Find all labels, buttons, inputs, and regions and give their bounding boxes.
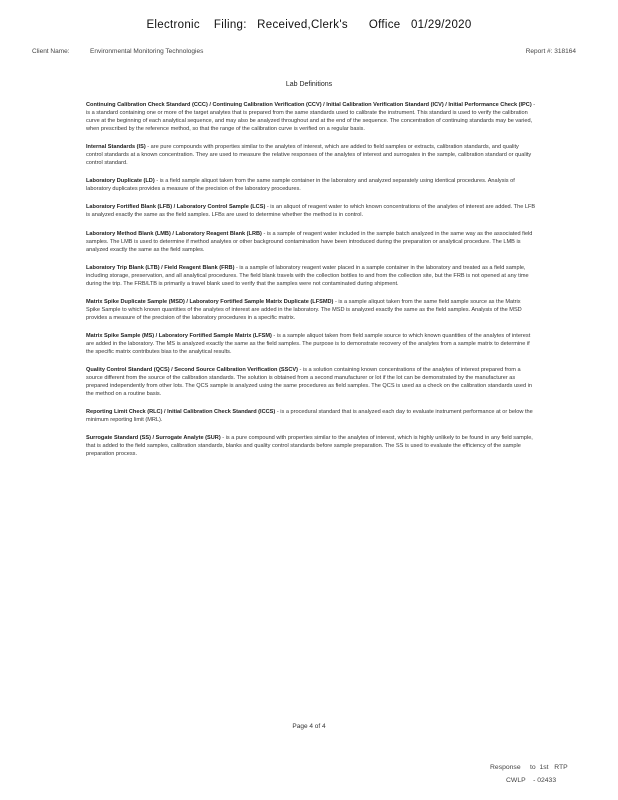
definition-text: - is a solution containing known concentrations of the analytes of interest prepared from a source different from the source of the calibration standards. The solution is obtained from a second manufacturer or lot if the lot can be demonstrated by the manufacturer as prepared independently from other lots. The QCS sample is analyzed using the same procedures as field samples. The QCS is used as a check on the calibration standards used in the method on a routine basis. (86, 367, 532, 398)
definition-lmb (86, 230, 536, 254)
definition-text: - is an aliquot of reagent water to which known concentrations of the analytes of interest are added. The LFB is analyzed exactly the same as the field samples. LFBs are used to determine whether the method is in control. (86, 204, 536, 219)
page-title: Lab Definitions (285, 81, 333, 88)
report-number (526, 48, 576, 55)
definition-term: Matrix Spike Sample (MS) / Laboratory Fortified Sample Matrix (LFSM) (86, 332, 272, 339)
client-name-value: Environmental Monitoring Technologies (90, 48, 204, 55)
definition-term: Laboratory Trip Blank (LTB) / Field Reagent Blank (FRB) (86, 264, 235, 271)
definition-text: - is a sample aliquot taken from field sample source to which known quantities of the analytes of interest are added in the laboratory. The MS is analyzed exactly the same as the field samples. The purpose is to demonstrate recovery of the analytes from a sample matrix to determine if the specific matrix contributes bias to the analytical results. (86, 332, 531, 356)
definition-text: - is a procedural standard that is analyzed each day to evaluate instrument performance at or below the minimum reporting limit (MRL). (86, 409, 533, 424)
definition-term: Continuing Calibration Check Standard (CCC) / Continuing Calibration Verification (CCV) / Initial Calibration Verification Standard (ICV) / Initial Performance Check (IPC) (86, 102, 532, 108)
definition-rlc (86, 408, 536, 424)
definition-ccc (86, 101, 536, 133)
definition-msd (86, 298, 536, 322)
definition-ltb (86, 264, 536, 288)
definition-term: Internal Standards (IS) (86, 144, 146, 151)
report-number-value: 318164 (554, 48, 576, 55)
definitions-list (86, 101, 536, 469)
definition-text: - is a standard containing one or more of the target analytes that is prepared from the same standards used to calibrate the instrument. This standard is used to verify the calibration curve at the beginning of each analytical sequence, and may also be analyzed throughout and at the end of the sequence. The concentration of continuing standards may be varied, when prescribed by the reference method, so that the range of the calibration curve is verified on a regular basis. (86, 102, 536, 133)
definition-term: Matrix Spike Duplicate Sample (MSD) / Laboratory Fortified Sample Matrix Duplicate (LFSMD) (86, 298, 334, 305)
definition-term: Surrogate Standard (SS) / Surrogate Analyte (SUR) (86, 435, 221, 442)
report-header (32, 48, 576, 60)
definition-term: Quality Control Standard (QCS) / Second Source Calibration Verification (SSCV) (86, 367, 298, 374)
definition-term: Laboratory Duplicate (LD) (86, 178, 155, 185)
definition-text: - is a pure compound with properties similar to the analytes of interest, which is highly unlikely to be found in any field sample, that is added to the field samples, calibration standards, blanks and quality control standards before sample preparation. The SS is used to evaluate the efficiency of the sample preparation process. (86, 435, 533, 458)
page-number: Page 4 of 4 (292, 723, 326, 730)
definition-ms (86, 332, 536, 356)
client-name-label: Client Name: (32, 48, 70, 55)
report-number-label: Report #: (525, 48, 553, 55)
definition-term: Laboratory Method Blank (LMB) / Laboratory Reagent Blank (LRB) (86, 230, 262, 237)
cwlp-bates-number: CWLP - 02433 (506, 777, 557, 784)
definition-text: - is a sample of reagent water included in the sample batch analyzed in the same way as the associated field samples. The LMB is used to determine if method analytes or other background contamination have been introduced during the preparation or analytical procedure. The LMB is analyzed exactly the same as the field samples. (86, 230, 533, 253)
response-label: Response to 1st RTP (490, 764, 568, 771)
definition-term: Laboratory Fortified Blank (LFB) / Laboratory Control Sample (LCS) (86, 204, 266, 211)
definition-text: - is a sample of laboratory reagent water placed in a sample container in the laboratory and treated as a field sample, including storage, preservation, and all analytical procedures. The field blank travels with the collection bottles to and from the collection site, but the FRB is not opened at any time during the trip. The FRB/LTB is primarily a travel blank used to verify that the samples were not contaminated during shipment. (86, 264, 529, 287)
definition-ss (86, 434, 536, 458)
definition-is (86, 143, 536, 167)
definition-text: - are pure compounds with properties similar to the analytes of interest, which are added to field samples or extracts, calibration standards, and quality control standards at a known concentration. They are used to measure the relative responses of the analytes of interest and surrogates in the sample, calibration standard or quality control standard. (86, 144, 532, 167)
definition-text: - is a field sample aliquot taken from the same sample container in the laboratory and analyzed separately using identical procedures. Analysis of laboratory duplicates provides a measure of the precision of the laboratory procedures. (86, 178, 515, 193)
definition-ld (86, 177, 536, 193)
definition-term: Reporting Limit Check (RLC) / Initial Calibration Check Standard (ICCS) (86, 409, 276, 416)
definition-lfb (86, 203, 536, 219)
filing-stamp: Electronic Filing: Received,Clerk's Office 01/29/2020 (146, 19, 472, 31)
definition-qcs (86, 366, 536, 398)
definition-text: - is a sample aliquot taken from the same field sample source as the Matrix Spike Sample to which known quantities of the analytes of interest are added in the laboratory. The MSD is analyzed exactly the same as the field samples. Analysis of the MSD provides a measure of the precision of the laboratory procedures in a specific matrix. (86, 298, 522, 321)
